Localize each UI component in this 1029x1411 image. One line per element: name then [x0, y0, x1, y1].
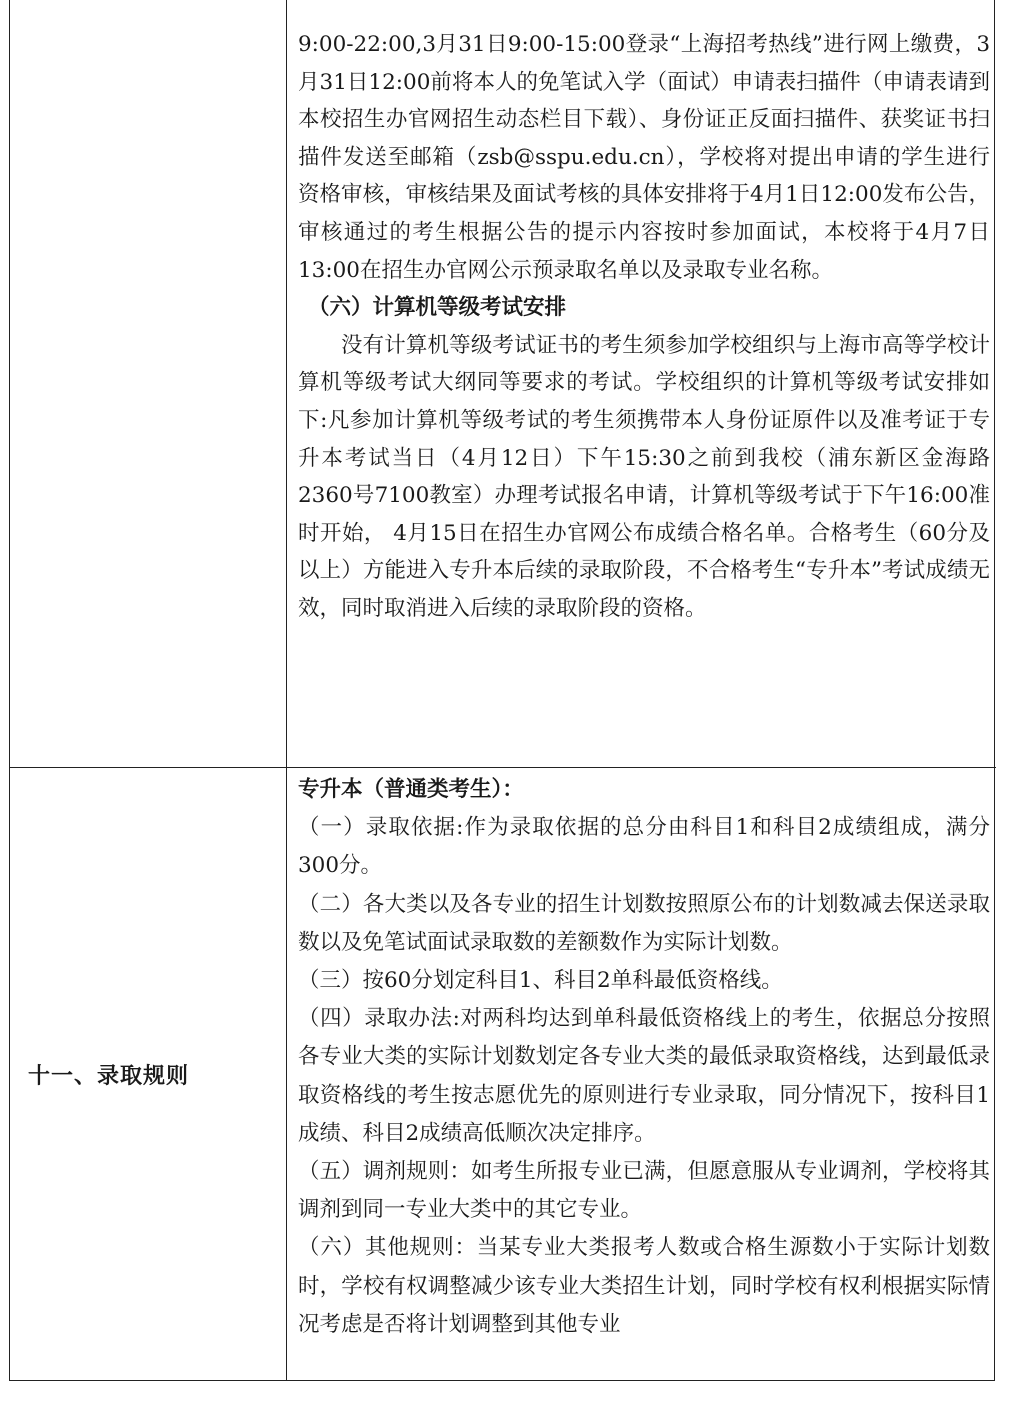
row-divider — [10, 767, 996, 768]
interview-application-paragraph: 9:00-22:00,3月31日9:00-15:00登录“上海招考热线”进行网上缴费，3月31日12:00前将本人的免笔试入学（面试）申请表扫描件（申请表请到本校招生办官网招生动态栏目下载）、身份证正反面扫描件、获奖证书扫描件发送至邮箱（zsb@sspu.edu.cn），学校将对提出申请的学生进行资格审核，审核结果及面试考核的具体安排将于4月1日12:00发布公告，审核通过的考生根据公告的提示内容按时参加面试，本校将于4月7日13:00在招生办官网公示预录取名单以及录取专业名称。 — [298, 32, 990, 283]
rule-item-4: （四）录取办法:对两科均达到单科最低资格线上的考生，依据总分按照各专业大类的实际计划数划定各专业大类的最低录取资格线，达到最低录取资格线的考生按志愿优先的原则进行专业录取，同分情况下，按科目1成绩、科目2成绩高低顺次决定排序。 — [298, 1006, 990, 1146]
rule-item-3: （三）按60分划定科目1、科目2单科最低资格线。 — [298, 968, 783, 994]
rule-item-6: （六）其他规则：当某专业大类报考人数或合格生源数小于实际计划数时，学校有权调整减少该专业大类招生计划，同时学校有权利根据实际情况考虑是否将计划调整到其他专业 — [298, 1235, 990, 1337]
section-10-continued-cell — [298, 26, 990, 628]
computer-exam-paragraph: 没有计算机等级考试证书的考生须参加学校组织与上海市高等学校计算机等级考试大纲同等要求的考试。学校组织的计算机等级考试安排如下:凡参加计算机等级考试的考生须携带本人身份证原件以及准考证于专升本考试当日（4月12日）下午15:30之前到我校（浦东新区金海路2360号7100教室）办理考试报名申请，计算机等级考试于下午16:00准时开始， 4月15日在招生办官网公布成绩合格名单。合格考生（60分及以上）方能进入专升本后续的录取阶段，不合格考生“专升本”考试成绩无效，同时取消进入后续的录取阶段的资格。 — [298, 332, 990, 621]
computer-exam-heading: （六）计算机等级考试安排 — [308, 295, 567, 321]
rule-item-2: （二）各大类以及各专业的招生计划数按照原公布的计划数减去保送录取数以及免笔试面试录取数的差额数作为实际计划数。 — [298, 891, 990, 955]
rule-item-1: （一）录取依据:作为录取依据的总分由科目1和科目2成绩组成，满分300分。 — [298, 815, 990, 879]
rule-item-5: （五）调剂规则：如考生所报专业已满，但愿意服从专业调剂，学校将其调剂到同一专业大类中的其它专业。 — [298, 1159, 990, 1223]
admission-rules-table — [9, 0, 995, 1381]
section-11-label: 十一、录取规则 — [28, 1064, 190, 1089]
column-divider — [286, 0, 287, 1381]
section-11-subtitle: 专升本（普通类考生）： — [298, 777, 524, 802]
section-11-rules-cell — [298, 771, 990, 1344]
